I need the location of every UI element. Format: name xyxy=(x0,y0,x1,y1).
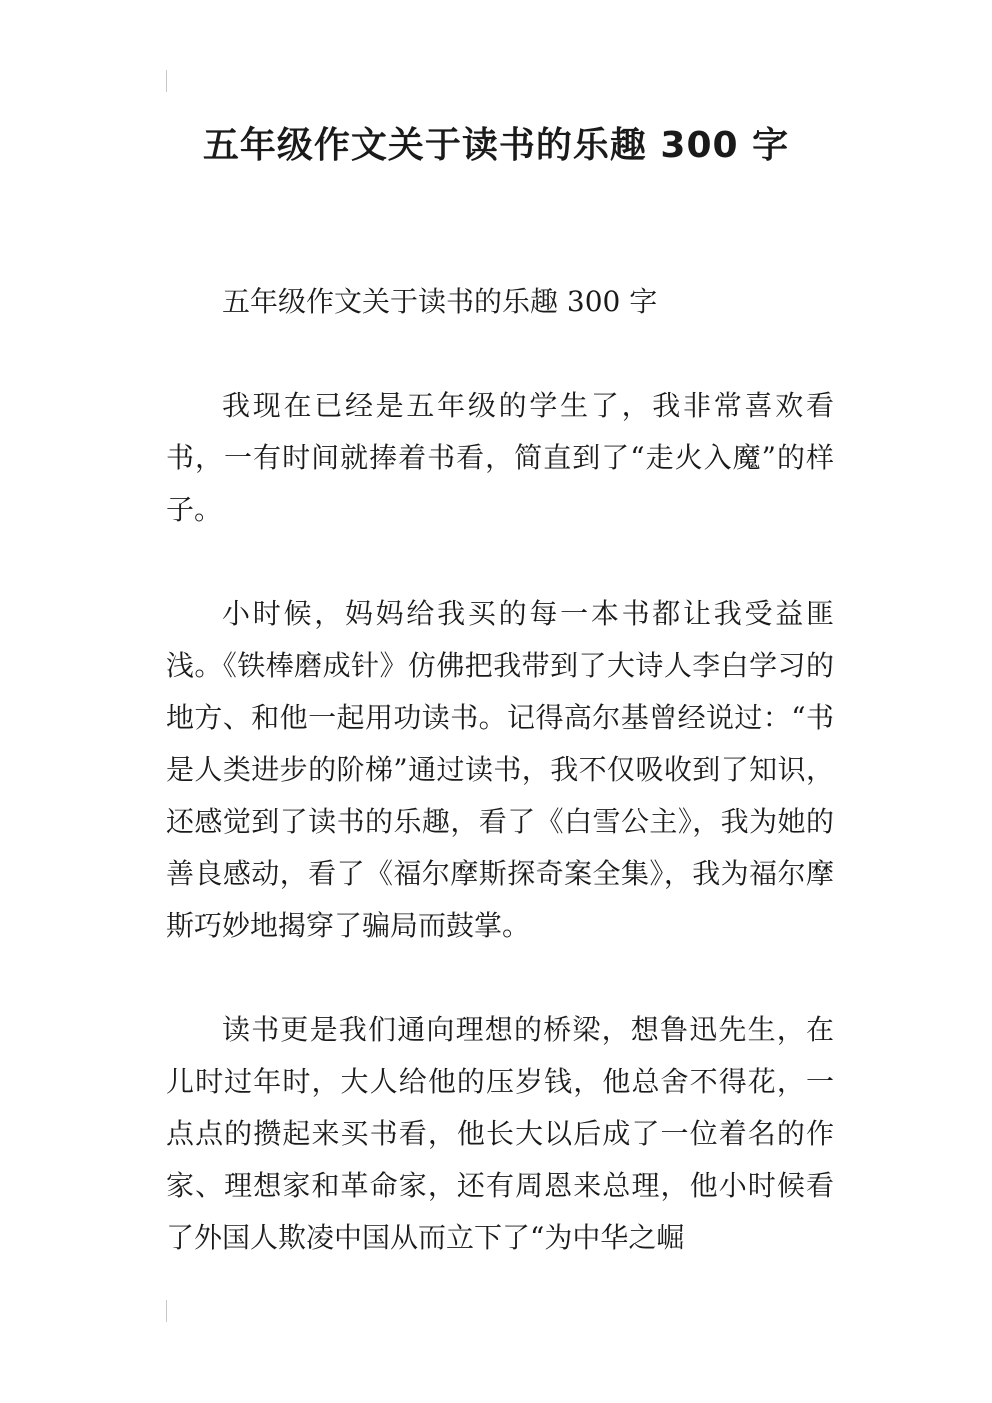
document-subtitle: 五年级作文关于读书的乐趣 300 字 xyxy=(222,285,658,318)
page-corner-mark-bottom xyxy=(166,1300,167,1322)
paragraph-3: 读书更是我们通向理想的桥梁，想鲁迅先生，在儿时过年时，大人给他的压岁钱，他总舍不得花，一点点的攒起来买书看，他长大以后成了一位着名的作家、理想家和革命家，还有周恩来总理，他小时候看了外国人欺凌中国从而立下了“为中华之崛 xyxy=(166,1013,834,1254)
paragraph-1: 我现在已经是五年级的学生了，我非常喜欢看书，一有时间就捧着书看，简直到了“走火入魔”的样子。 xyxy=(166,389,834,526)
document-title: 五年级作文关于读书的乐趣 300 字 xyxy=(202,125,790,166)
paragraph-2: 小时候，妈妈给我买的每一本书都让我受益匪浅。《铁棒磨成针》仿佛把我带到了大诗人李白学习的地方、和他一起用功读书。记得高尔基曾经说过：“书是人类进步的阶梯”通过读书，我不仅吸收到了知识，还感觉到了读书的乐趣，看了《白雪公主》，我为她的善良感动，看了《福尔摩斯探奇案全集》，我为福尔摩斯巧妙地揭穿了骗局而鼓掌。 xyxy=(166,597,834,942)
page-corner-mark-top xyxy=(166,70,167,92)
document-body xyxy=(166,276,834,1316)
